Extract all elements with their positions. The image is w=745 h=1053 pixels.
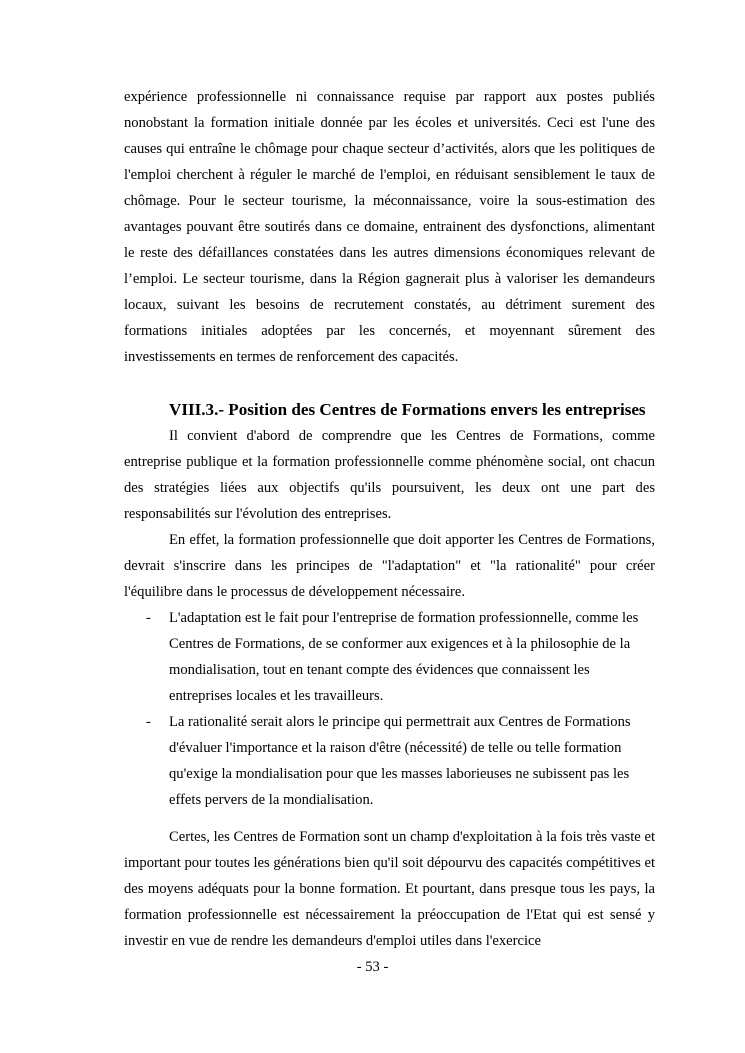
paragraph-2: En effet, la formation professionnelle que doit apporter les Centres de Formations, devrait s'inscrire dans les principes de "l'adaptation" et "la rationalité" pour créer l'équilibre dans le processus de développement nécessaire. [124,532,655,600]
section-heading: VIII.3.- Position des Centres de Formations envers les entreprises [169,400,646,419]
bullet-marker: - [146,714,151,730]
paragraph-1: Il convient d'abord de comprendre que les Centres de Formations, comme entreprise publique et la formation professionnelle comme phénomène social, ont chacun des stratégies liées aux objectifs qu'ils poursuivent, les deux ont une part des responsabilités sur l'évolution des entreprises. [124,428,655,522]
bullet-item-rationalite [124,709,655,813]
bullet-text: La rationalité serait alors le principe qui permettrait aux Centres de Formations d'évaluer l'importance et la raison d'être (nécessité) de telle ou telle formation qu'exige la mondialisation pour que les masses laborieuses ne subissent pas les effets pervers de la mondialisation. [169,714,631,808]
page-number: - 53 - [356,959,389,975]
bullet-marker: - [146,610,151,626]
intro-paragraph: expérience professionnelle ni connaissance requise par rapport aux postes publiés nonobstant la formation initiale donnée par les écoles et universités. Ceci est l'une des causes qui entraîne le chômage pour chaque secteur d’activités, alors que les politiques de l'emploi cherchent à réguler le marché de l'emploi, en réduisant sensiblement le taux de chômage. Pour le secteur tourisme, la méconnaissance, voire la sous-estimation des avantages pouvant être soutirés dans ce domaine, entrainent des dysfonctions, alimentant le reste des défaillances constatées dans les autres dimensions économiques relevant de l’emploi. Le secteur tourisme, dans la Région gagnerait plus à valoriser les demandeurs locaux, suivant les besoins de recrutement constatés, au détriment surement des formations initiales adoptées par les concernés, et moyennant sûrement des investissements en termes de renforcement des capacités. [124,89,655,365]
document-page [124,84,655,954]
bullet-item-adaptation [124,605,655,709]
bullet-list [124,605,655,813]
spacer [124,813,655,824]
paragraph-3: Certes, les Centres de Formation sont un champ d'exploitation à la fois très vaste et important pour toutes les générations bien qu'il soit dépourvu des capacités compétitives et des moyens adéquats pour la bonne formation. Et pourtant, dans presque tous les pays, la formation professionnelle est nécessairement la préoccupation de l'Etat qui est sensé y investir en vue de rendre les demandeurs d'emploi utiles dans l'exercice [124,829,655,949]
bullet-text: L'adaptation est le fait pour l'entreprise de formation professionnelle, comme les Centres de Formations, de se conformer aux exigences et à la philosophie de la mondialisation, tout en tenant compte des évidences que connaissent les entreprises locales et les travailleurs. [169,610,639,704]
